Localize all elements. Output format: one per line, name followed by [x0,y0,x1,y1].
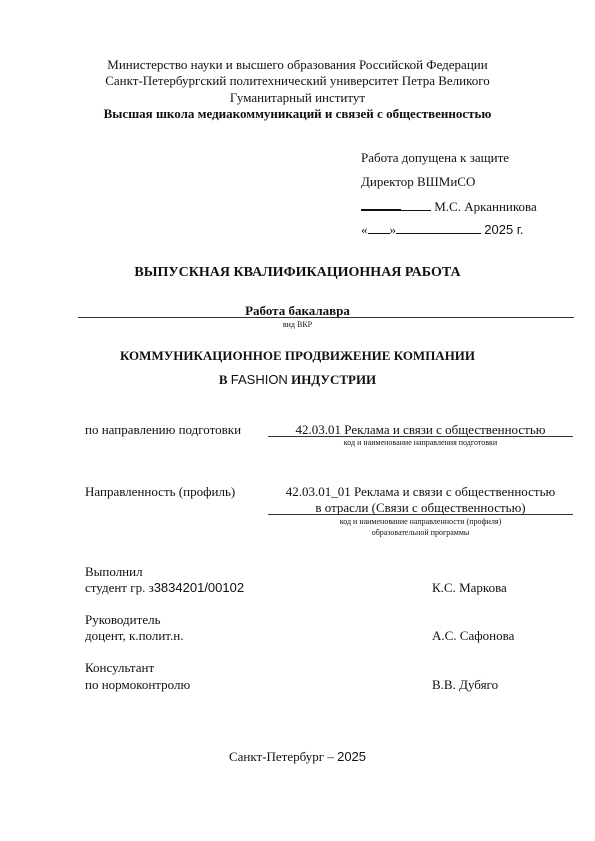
topic-fashion: FASHION [230,372,288,387]
direction-label: по направлению подготовки [85,422,242,437]
institute-line: Гуманитарный институт [229,90,366,105]
footer-city-year [0,749,595,765]
date-month-blank [396,222,481,234]
approval-admitted: Работа допущена к защите [361,150,510,165]
director-name: М.С. Арканникова [434,199,537,214]
work-kind-value: Работа бакалавра [245,303,350,318]
footer-year: 2025 [337,749,367,764]
consultant-role-line-1: Консультант [85,660,155,675]
document-type-title: ВЫПУСКНАЯ КВАЛИФИКАЦИОННАЯ РАБОТА [134,265,461,280]
direction-underline [268,436,573,437]
profile-label: Направленность (профиль) [85,484,236,499]
date-quote-close: » [389,222,396,237]
consultant-name: В.В. Дубяго [432,677,499,692]
approval-date-line [361,222,524,238]
profile-caption-line-1: код и наименование направленности (профиля) [339,517,502,526]
student-group-number: 3834201/00102 [153,580,245,595]
direction-caption: код и наименование направления подготовки [343,438,498,447]
approval-signature-line [361,198,537,215]
school-line: Высшая школа медиакоммуникаций и связей с общественностью [103,106,492,121]
student-group-prefix: студент гр. з [85,580,154,595]
supervisor-name: А.С. Сафонова [432,628,515,643]
signature-blank-tail [401,199,431,211]
direction-value: 42.03.01 Реклама и связи с общественностью [295,422,546,437]
student-role-line-2 [85,580,244,596]
profile-underline [268,514,573,515]
university-line: Санкт-Петербургский политехнический университет Петра Великого [105,73,490,88]
profile-value-line-1: 42.03.01_01 Реклама и связи с общественностью [285,484,556,499]
date-quote-open: « [361,222,368,237]
approval-year: 2025 г. [484,222,524,237]
signature-blank [361,198,401,211]
topic-prefix: В [218,372,231,387]
approval-director-title: Директор ВШМиСО [361,174,476,189]
work-kind-caption: вид ВКР [282,320,313,329]
profile-value-line-2: в отрасли (Связи с общественностью) [315,500,526,515]
date-day-blank [368,222,390,234]
topic-line-2 [0,372,595,388]
student-role-line-1: Выполнил [85,564,143,579]
topic-line-1: КОММУНИКАЦИОННОЕ ПРОДВИЖЕНИЕ КОМПАНИИ [119,348,476,363]
topic-suffix: ИНДУСТРИИ [287,372,377,387]
supervisor-role-line-2: доцент, к.полит.н. [85,628,184,643]
work-kind-underline [78,317,574,318]
ministry-line: Министерство науки и высшего образования Российской Федерации [107,57,488,72]
consultant-role-line-2: по нормоконтролю [85,677,191,692]
footer-city: Санкт-Петербург – [228,749,338,764]
student-name: К.С. Маркова [432,580,507,595]
profile-caption-line-2: образовательной программы [371,528,470,537]
supervisor-role-line-1: Руководитель [85,612,161,627]
